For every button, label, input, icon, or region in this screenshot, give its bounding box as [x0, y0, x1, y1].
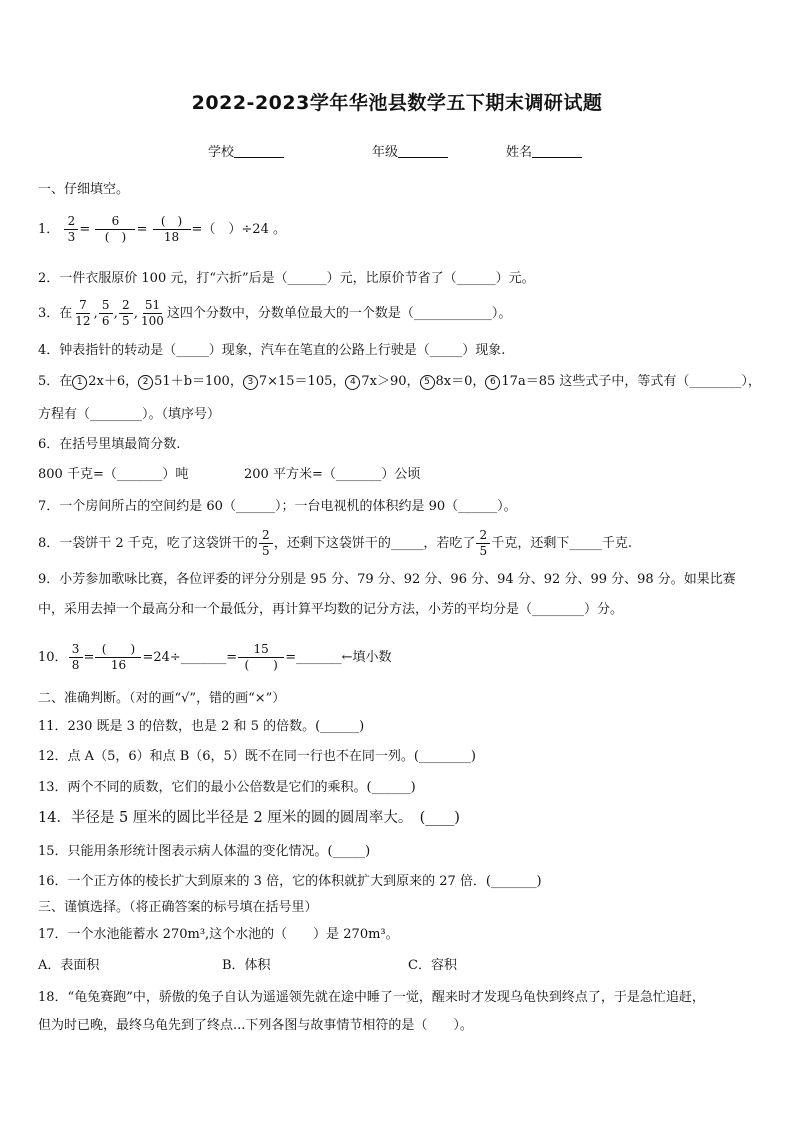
question-18-line-2: 但为时已晚，最终乌龟先到了终点...下列各图与故事情节相符的是（ ）。 — [38, 1018, 473, 1033]
fraction-15-blank: $\frac{15}{( )}$ — [238, 642, 284, 673]
question-15: 15．只能用条形统计图表示病人体温的变化情况。(_____) — [38, 844, 371, 859]
question-17: 17．一个水池能蓄水 270m³,这个水池的（ ）是 270m³。 — [38, 927, 399, 942]
fraction-5-6: $\frac{5}{6}$ — [99, 298, 113, 329]
grade-blank[interactable] — [398, 144, 448, 158]
question-3: 3．在 $\frac{7}{12}$ , $\frac{5}{6}$ , $\frac{2}{5}$ , $\frac{51}{100}$ 这四个分数中，分数单位最大的一个数是（____________）。 — [38, 298, 512, 328]
question-11: 11．230 既是 3 的倍数，也是 2 和 5 的倍数。(______) — [38, 719, 365, 734]
fraction-2-5: $\frac{2}{5}$ — [119, 298, 133, 329]
section-1-heading: 一、仔细填空。 — [38, 182, 130, 197]
question-17-option-c[interactable]: C．容积 — [408, 958, 457, 973]
fraction-blank-16: $\frac{( )}{16}$ — [95, 642, 141, 673]
fraction-7-12: $\frac{7}{12}$ — [75, 298, 91, 328]
question-17-option-b[interactable]: B．体积 — [222, 958, 271, 973]
circled-number-5: 5 — [420, 375, 435, 390]
circled-number-6: 6 — [485, 375, 500, 390]
section-3-heading: 三、谨慎选择。（将正确答案的标号填在括号里） — [38, 900, 318, 915]
name-label: 姓名 — [506, 145, 533, 160]
question-6: 6．在括号里填最简分数. — [38, 437, 181, 452]
name-field — [506, 141, 582, 160]
name-blank[interactable] — [532, 144, 582, 158]
fraction-2-5-b: $\frac{2}{5}$ — [476, 528, 490, 559]
circled-number-3: 3 — [243, 375, 258, 390]
circled-number-4: 4 — [345, 375, 360, 390]
question-5-line-2: 方程有（________）。（填序号） — [38, 407, 221, 422]
question-9: 9．小芳参加歌咏比赛，各位评委的评分分别是 95 分、79 分、92 分、96 分、94 分、92 分、99 分、98 分。如果比赛 — [38, 572, 736, 587]
fraction-3-8: $\frac{3}{8}$ — [69, 642, 83, 673]
school-blank[interactable] — [234, 144, 284, 158]
question-2: 2．一件衣服原价 100 元，打“六折”后是（______）元，比原价节省了（______）元。 — [38, 271, 535, 286]
question-18: 18．“龟兔赛跑”中，骄傲的兔子自认为遥遥领先就在途中睡了一觉，醒来时才发现乌龟快到终点了，于是急忙追赶， — [38, 990, 705, 1005]
fraction-blank-18: $\frac{( )}{18}$ — [153, 214, 191, 245]
fraction-2-5-a: $\frac{2}{5}$ — [259, 528, 273, 559]
circled-number-1: 1 — [72, 375, 87, 390]
question-6-part-b: 200 平方米=（_______）公顷 — [244, 467, 421, 482]
circled-number-2: 2 — [138, 375, 153, 390]
question-17-option-a[interactable]: A．表面积 — [38, 958, 100, 973]
exam-title: 2022-2023学年华池县数学五下期末调研试题 — [191, 92, 603, 114]
school-field — [208, 141, 284, 160]
fraction-2-3: $\frac{2}{3}$ — [64, 214, 78, 245]
question-5: 5．在 1 2x＋6， 2 51＋b＝100， 3 7×15＝105， 4 7x＞90， 5 8x＝0， 6 17a＝85 这些式子中，等式有（________）， — [38, 374, 761, 389]
question-13: 13．两个不同的质数，它们的最小公倍数是它们的乘积。(______) — [38, 780, 416, 795]
question-8: 8．一袋饼干 2 千克，吃了这袋饼干的 $\frac{2}{5}$ ，还剩下这袋饼干的_____，若吃了 $\frac{2}{5}$ 千克，还剩下_____千克. — [38, 528, 632, 558]
fraction-51-100: $\frac{51}{100}$ — [141, 298, 164, 328]
question-6-part-a: 800 千克=（_______）吨 — [38, 467, 189, 482]
grade-field — [372, 141, 448, 160]
question-10: 10． $\frac{3}{8}$ = $\frac{( )}{16}$ =24÷_______= $\frac{15}{( )}$ =_______←填小数 — [38, 642, 392, 672]
question-7: 7．一个房间所占的空间约是 60（______）；一台电视机的体积约是 90（______）。 — [38, 499, 517, 514]
question-12: 12．点 A（5，6）和点 B（6，5）既不在同一行也不在同一列。(________) — [38, 749, 476, 764]
question-16: 16．一个正方体的棱长扩大到原来的 3 倍，它的体积就扩大到原来的 27 倍．(_______) — [38, 874, 542, 889]
school-label: 学校 — [208, 145, 235, 160]
question-4: 4．钟表指针的转动是（_____）现象，汽车在笔直的公路上行驶是（_____）现象. — [38, 343, 506, 358]
section-2-heading: 二、准确判断。（对的画“√”，错的画“×”） — [38, 691, 286, 706]
question-9-line-2: 中，采用去掉一个最高分和一个最低分，再计算平均数的记分方法，小芳的平均分是（________）分。 — [38, 602, 624, 617]
question-1: 1． $\frac{2}{3}$ = $\frac{6}{( )}$ = $\frac{( )}{18}$ =（ ）÷24 。 — [38, 214, 286, 244]
grade-label: 年级 — [372, 145, 399, 160]
question-14: 14．半径是 5 厘米的圆比半径是 2 厘米的圆的圆周率大。 (____) — [38, 810, 460, 826]
fraction-6-blank: $\frac{6}{( )}$ — [95, 214, 135, 245]
